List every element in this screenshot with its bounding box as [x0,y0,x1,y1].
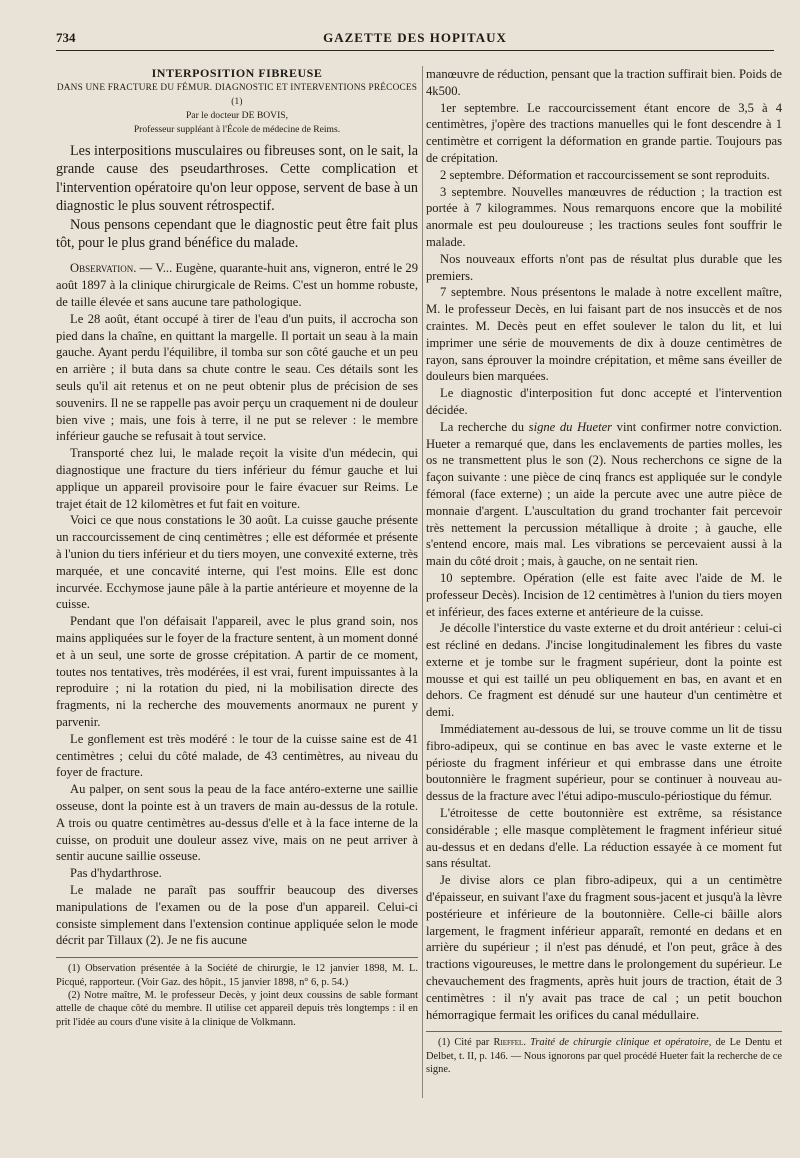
article-intro [56,142,418,252]
body-paragraph: manœuvre de réduction, pensant que la traction suffirait bien. Poids de 4k500. [426,67,782,98]
column-divider [422,66,423,1098]
body-paragraph: Nos nouveaux efforts n'ont pas de résultat plus durable que les premiers. [426,251,782,283]
hueter-paragraph [426,419,782,570]
footnote-label: (1) Cité par [438,1037,494,1049]
body-paragraph: Pas d'hydarthrose. [70,866,162,881]
intro-paragraph: Nous pensons cependant que le diagnostic peut être fait plus tôt, pour le plus grand bénéfice du malade. [56,216,418,252]
page-header [56,28,774,51]
page-number: 734 [56,30,76,45]
footnote-title: Traité de chirurgie clinique et opératoire, [525,1037,712,1049]
body-paragraph: 3 septembre. Nouvelles manœuvres de réduction ; la traction est portée à 7 kilogrammes. Nous remarquons encore que la mobilité anormale est peu douloureuse ; les tractions seules font souffrir le malade. [426,184,782,249]
article-author: Par le docteur DE BOVIS, [185,110,289,121]
right-column [426,66,782,1138]
body-paragraph: 2 septembre. Déformation et raccourcissement se sont reproduits. [440,167,770,182]
body-paragraph: Le gonflement est très modéré : le tour de la cuisse saine est de 41 centimètres ; celui du côté malade, de 43 centimètres, au niveau du foyer de fracture. [56,731,418,780]
footnote [426,1036,782,1076]
left-footnotes [56,957,418,1029]
body-paragraph: Le diagnostic d'interposition fut donc accepté et l'intervention décidée. [426,386,782,417]
observation-label: Observation. [70,261,137,276]
intro-paragraph: Les interpositions musculaires ou fibreuses sont, on le sait, la grande cause des pseudarthroses. Cette complication et l'intervention opératoire qu'on leur oppose, servent de base à un diagnostic le plus souvent rétrospectif. [56,143,418,215]
footnote: (2) Notre maître, M. le professeur Decès, y joint deux coussins de sable formant attelle de chaque côté du membre. Il utilise cet appareil depuis très longtemps : il en prit l'idée au cours d'une visite à la clinique de Volkmann. [56,989,418,1028]
footnote: (1) Observation présentée à la Société de chirurgie, le 12 janvier 1898, M. L. Picqué, rapporteur. (Voir Gaz. des hôpit., 15 janvier 1898, n° 6, p. 54.) [56,963,418,988]
body-paragraph: Transporté chez lui, le malade reçoit la visite d'un médecin, qui diagnostique une fracture du tiers inférieur du fémur gauche et lui applique un appareil provisoire pour le faire évacuer sur Reims. Le trajet était de 12 kilomètres et fut fait en voiture. [56,446,418,511]
body-paragraph: Au palper, on sent sous la peau de la face antéro-externe une saillie osseuse, dont la pointe est à un travers de main au-dessus de la rotule. A trois ou quatre centimètres au-dessus d'elle et à la face interne de la cuisse, on produit une douleur assez vive, mais on ne peut arriver à sentir aucune saillie osseuse. [56,782,418,864]
body-paragraph: 1er septembre. Le raccourcissement étant encore de 3,5 à 4 centimètres, j'opère des tractions manuelles qui le font descendre à 1 centimètre et corrigent la déformation en grande partie. Toujours pas de crépitation. [426,100,782,165]
article-subtitle: DANS UNE FRACTURE DU FÉMUR. DIAGNOSTIC ET INTERVENTIONS PRÉCOCES (1) [56,83,418,107]
hueter-text-after: vint confirmer notre conviction. Hueter a remarqué que, dans les enclavements de parties molles, les os ne transmettent plus le son (2). Nous recherchons ce signe de la façon suivante : une pièce de cinq francs est appliquée sur le condyle fémoral (face externe) ; un aide la percute avec une autre pièce de monnaie d'argent. L'auscultation du grand trochanter fait percevoir très nettement la percussion métallique à droite ; à gauche, elle s'entend encore, mais mal. Les vibrations se percevaient aussi à la main du côté droit ; mais, à gauche, on ne sentait rien. [426,419,782,569]
article-title: INTERPOSITION FIBREUSE [151,66,323,80]
body-paragraph: Je divise alors ce plan fibro-adipeux, qui a un centimètre d'épaisseur, en suivant l'axe du fragment sous-jacent et jusqu'à la lèvre postérieure et inférieure de la boutonnière. Celle-ci bâille alors largement, le fragment inférieur apparaît, remonté en dedans et en arrière du supérieur ; il n'est pas dénudé, et l'on peut, grâce à des tractions vigoureuses, le mettre dans le prolongement du supérieur. Le chevauchement des fragments, après huit jours de traction, était de 3 centimètres : il n'y avait pas trace de cal ; un petit bouchon hémorragique fermait les orifices du canal médullaire. [426,873,782,1022]
body-paragraph: Immédiatement au-dessous de lui, se trouve comme un lit de tissu fibro-adipeux, qui se continue en bas avec le vaste externe et le périoste du fragment inférieur et qui embrasse dans une étroite boutonnière le fragment supérieur, pour se continuer à nouveau au-dessus de la fracture avec l'étui adipo-musculo-périostique du fémur. [426,722,782,804]
body-paragraph: 10 septembre. Opération (elle est faite avec l'aide de M. le professeur Decès). Incision de 12 centimètres à l'union du tiers moyen et inférieur, des faces externe et antérieure de la cuisse. [426,570,782,619]
body-paragraph: Le 28 août, étant occupé à tirer de l'eau d'un puits, il accrocha son pied dans la chaîne, en quittant la margelle. Il portait un seau à la main gauche. Ayant perdu l'équilibre, il tomba sur son côté gauche et un peu en arrière ; il buta dans sa chute contre le seau. Ces détails sont les seuls qu'il ait retenus et on ne peut obtenir plus de précision de ses souvenirs. Il ne se rappelle pas avoir perçu un craquement ni de douleur bien vive ; mais, une fois à terre, il ne put se relever : le membre inférieur gauche se refusait à tout service. [56,311,418,444]
body-paragraph: Je décolle l'interstice du vaste externe et du droit antérieur : celui-ci est récliné en dedans. J'incise longitudinalement les fibres du vaste externe et je tombe sur le fragment supérieur, dont la pointe est mousse et qui est taillé un peu obliquement en bas, en avant et en dehors. Ce fragment est dénudé sur une hauteur d'un centimètre et demi. [426,621,782,720]
footnote-rest: de Le Dentu et Delbet, t. II, p. 146. — Nous ignorons par quel procédé Hueter fait la recherche de ce signe. [426,1037,782,1076]
body-paragraph: Pendant que l'on défaisait l'appareil, avec le plus grand soin, nos mains appliquées sur le foyer de la fracture sentent, à un moment donné et à un seul, une sorte de grosse crépitation. A partir de ce moment, toutes nos tentatives, très modérées, il est vrai, furent impuissantes à la reproduire ; ni la rotation du pied, ni la mobilisation directe des fragments, ni la recherche des mouvements anormaux ne purent y parvenir. [56,614,418,729]
right-footnotes [426,1031,782,1076]
body-paragraph: 7 septembre. Nous présentons le malade à notre excellent maître, M. le professeur Decès, en lui faisant part de nos insuccès et de nos craintes. M. Decès peut en effet soulever le talon du lit, et lui imprimer une série de mouvements de dix à douze centimètres de rayon, sans éprouver la moindre crépitation, et même sans éveiller de douleurs bien marquées. [426,285,782,384]
footnote-author: Rieffel. [493,1037,526,1049]
hueter-text-before: La recherche du [440,419,529,434]
body-paragraph: Le malade ne paraît pas souffrir beaucoup des diverses manipulations de l'examen ou de la pose d'un appareil. Celui-ci consiste simplement dans l'extension continue appliquée selon le mode décrit par Tillaux (2). Je ne fis aucune [56,882,418,948]
body-paragraph: L'étroitesse de cette boutonnière est extrême, sa résistance considérable ; elle masque complètement le fragment inférieur situé au-dessus et en dedans d'elle. La réduction essayée à ce moment fut sans résultat. [426,806,782,871]
author-role: Professeur suppléant à l'École de médecine de Reims. [133,123,341,135]
body-paragraph: Voici ce que nous constations le 30 août. La cuisse gauche présente un raccourcissement de cinq centimètres ; elle est déformée et présente à l'union du tiers inférieur et du tiers moyen, une convexité externe, très marquée, et une concavité interne, qui l'est moins. Elle est donc incurvée. Ecchymose jaune pâle à la partie antérieure et moyenne de la cuisse. [56,513,418,612]
journal-title: GAZETTE DES HOPITAUX [323,30,507,45]
observation-text: — V... Eugène, quarante-huit ans, vigneron, entré le 29 août 1897 à la clinique chirurgicale de Reims. C'est un homme robuste, de taille élevée et sans aucune tare pathologique. [56,261,418,310]
article-heading [56,66,418,136]
observation-paragraph [56,260,418,310]
left-column [56,66,418,1138]
hueter-sign: signe du Hueter [528,419,613,434]
